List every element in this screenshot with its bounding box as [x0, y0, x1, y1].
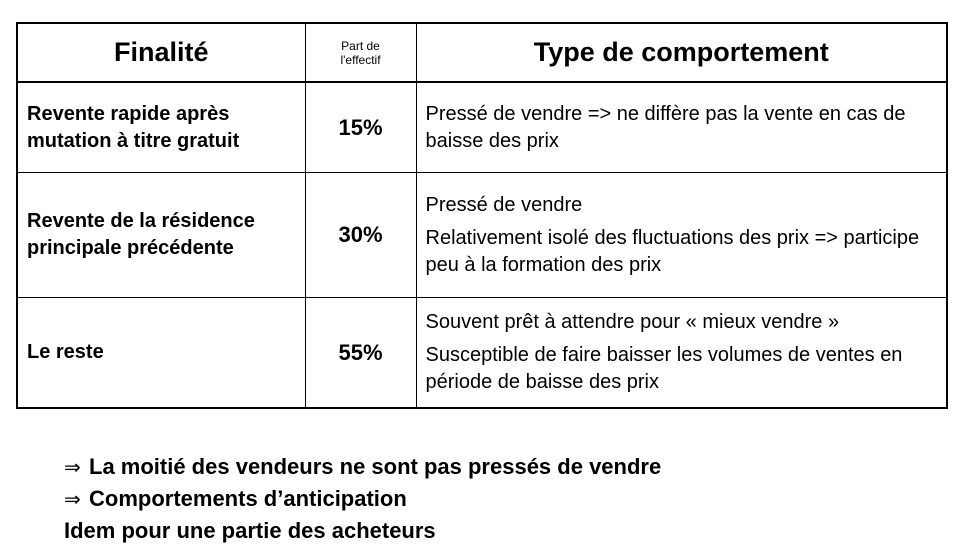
conclusion-line — [64, 483, 661, 515]
finalite-line2: mutation à titre gratuit — [27, 129, 240, 152]
type-text: Pressé de vendre => ne diffère pas la vente en cas de baisse des prix — [425, 102, 906, 152]
table-row — [17, 173, 947, 298]
part-cell: 15% — [305, 82, 416, 173]
double-right-arrow-icon: ⇒ — [64, 487, 81, 511]
conclusions — [64, 451, 661, 546]
type-text: Souvent prêt à attendre pour « mieux vendre » — [425, 311, 840, 333]
conclusion-text: Idem pour une partie des acheteurs — [64, 518, 436, 543]
header-part-line2: l'effectif — [340, 52, 381, 67]
header-part-effectif — [305, 23, 416, 82]
type-text: Relativement isolé des fluctuations des prix => participe peu à la formation des prix — [425, 226, 920, 276]
behavior-table — [16, 22, 948, 409]
table-row — [17, 82, 947, 173]
type-text: Susceptible de faire baisser les volumes de ventes en période de baisse des prix — [425, 344, 903, 393]
finalite-line1: Revente rapide après — [27, 102, 230, 125]
header-type-comportement: Type de comportement — [416, 23, 947, 82]
type-text: Pressé de vendre — [425, 193, 583, 216]
part-cell: 55% — [305, 298, 416, 409]
finalite-cell — [17, 82, 305, 173]
finalite-line1: Revente de la résidence — [27, 210, 255, 232]
part-cell: 30% — [305, 173, 416, 298]
double-right-arrow-icon: ⇒ — [64, 455, 81, 479]
type-cell — [416, 173, 947, 298]
finalite-cell — [17, 173, 305, 298]
type-cell — [416, 298, 947, 409]
type-cell — [416, 82, 947, 173]
finalite-line1: Le reste — [27, 341, 104, 363]
header-finalite: Finalité — [17, 23, 305, 82]
finalite-line2: principale précédente — [27, 237, 234, 259]
finalite-cell — [17, 298, 305, 409]
header-part-line1: Part de — [341, 38, 380, 53]
table-row — [17, 298, 947, 409]
table-header-row — [17, 23, 947, 82]
conclusion-line — [64, 515, 661, 546]
conclusion-text: La moitié des vendeurs ne sont pas pressés de vendre — [89, 454, 662, 479]
conclusion-line — [64, 451, 661, 483]
conclusion-text: Comportements d’anticipation — [89, 486, 407, 511]
